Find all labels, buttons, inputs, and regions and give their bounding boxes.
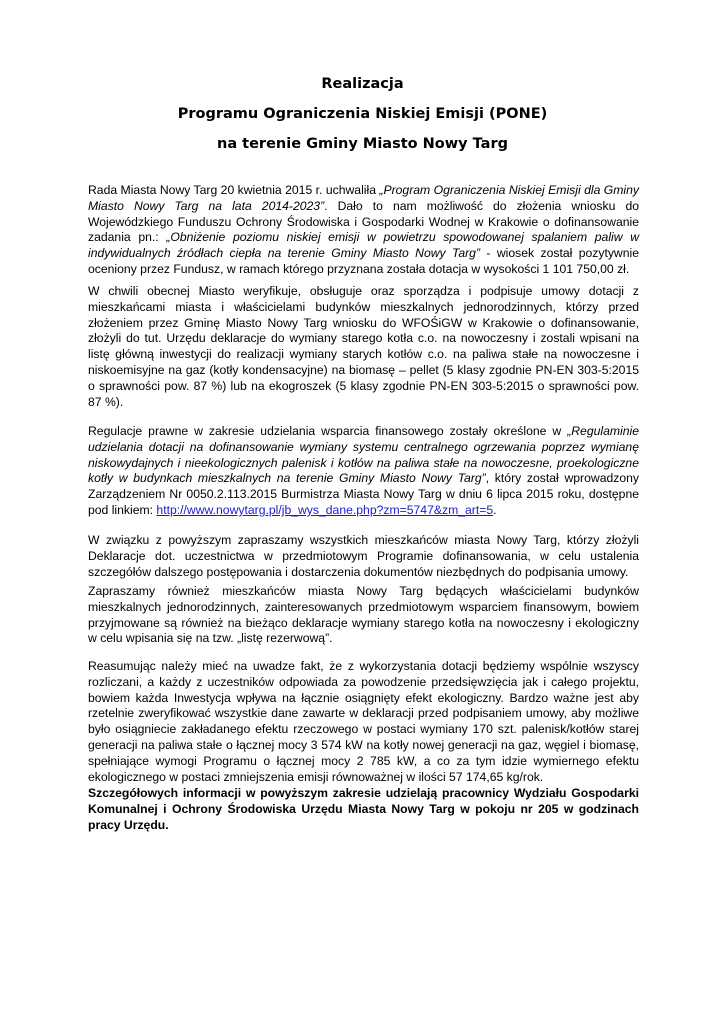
task-name-quote: „Obniżenie poziomu niskiej emisji w powietrzu spowodowanej spalaniem paliw w indywidualnych źródłach ciepła na terenie Gminy Miasto Nowy Targ” xyxy=(88,230,639,261)
program-name-quote: „Program Ograniczenia Niskiej Emisji dla Gminy Miasto Nowy Targ na lata 2014-2023” xyxy=(88,183,639,213)
paragraph-reserve-list: Zapraszamy również mieszkańców miasta Nowy Targ będących właścicielami budynków mieszkalnych jednorodzinnych, zainteresowanych przedmiotowym wsparciem finansowym, bowiem przyjmowane są również na bieżąco deklaracje wymiany starego kotła na nowoczesny i ekologiczny w celu wpisania się na tzw. „listę rezerwową”. xyxy=(88,584,639,646)
document-subtitle: Programu Ograniczenia Niskiej Emisji (PONE) xyxy=(177,106,548,122)
paragraph-summary: Reasumując należy mieć na uwadze fakt, że z wykorzystania dotacji będziemy wspólnie wszyscy rozliczani, a każdy z uczestników odpowiada za powodzenie przedsięwzięcia jak i całego projektu, bowiem każda Inwestycja wpływa na łącznie osiągnięty efekt ekologiczny. Bardzo ważne jest aby rzetelnie zweryfikować wszystkie dane zawarte w deklaracji przed podpisaniem umowy, aby możliwe było osiągniecie zakładanego efektu rzeczowego w postaci wymiany 170 szt. palenisk/kotłów starej generacji na paliwa stałe o łącznej mocy 3 574 kW na kotły nowej generacji na gaz, węgiel i biomasę, spełniające wymogi Programu o łącznej mocy 2 785 kW, a co za tym idzie wymiernego efektu ekologicznego w postaci zmniejszenia emisji równoważnej w ilości 57 174,65 kg/rok. xyxy=(88,659,639,784)
regulation-name-quote: „Regulaminie udzielania dotacji na dofinansowanie wymiany systemu centralnego ogrzewania poprzez wymianę niskowydajnych i nieekologicznych palenisk i kotłów na paliwa stałe na nowoczesne, proekologiczne kotły w budynkach mieszkalnych na terenie Gminy Miasto Nowy Targ” xyxy=(88,424,639,486)
paragraph-invitation: W związku z powyższym zapraszamy wszystkich mieszkańców miasta Nowy Targ, którzy złożyli Deklaracje dot. uczestnictwa w przedmiotowym Programie dofinansowania, w celu ustalenia szczegółów dalszego postępowania i dostarczenia dokumentów niezbędnych do podpisania umowy. xyxy=(88,533,639,579)
paragraph-verification: W chwili obecnej Miasto weryfikuje, obsługuje oraz sporządza i podpisuje umowy dotacji z mieszkańcami miasta i właścicielami budynków mieszkalnych jednorodzinnych, którzy przed złożeniem przez Gminę Miasto Nowy Targ wniosku do WFOŚiGW w Krakowie o dofinansowanie, złożyli do tut. Urzędu deklaracje do wymiany starego kotła c.o. na nowoczesny i zostali wpisani na listę główną inwestycji do realizacji wymiany starych kotłów c.o. na paliwa stałe na nowoczesne i niskoemisyjne na gaz (kotły kondensacyjne) na biomasę – pellet (5 klasy zgodnie PN-EN 303-5:2015 o sprawności pow. 87 %) lub na ekogroszek (5 klasy zgodnie PN-EN 303-5:2015 o sprawności pow. 87 %). xyxy=(88,284,639,409)
paragraph-program-adoption xyxy=(88,183,639,278)
paragraph-contact-info: Szczegółowych informacji w powyższym zakresie udzielają pracownicy Wydziału Gospodarki Komunalnej i Ochrony Środowiska Urzędu Miasta Nowy Targ w pokoju nr 205 w godzinach pracy Urzędu. xyxy=(88,786,639,832)
regulation-link[interactable]: http://www.nowytarg.pl/jb_wys_dane.php?zm=5747&zm_art=5 xyxy=(156,502,494,517)
paragraph-text: - wiosek został pozytywnie oceniony przez Fundusz, w ramach którego przyznana została dotacja w wysokości 1 101 750,00 zł. xyxy=(88,246,639,276)
document-subtitle-location: na terenie Gminy Miasto Nowy Targ xyxy=(217,136,508,152)
document-title: Realizacja xyxy=(321,76,404,92)
paragraph-text: . xyxy=(493,502,497,517)
paragraph-text: . Dało to nam możliwość do złożenia wniosku do Wojewódzkiego Funduszu Ochrony Środowiska i Gospodarki Wodnej w Krakowie o dofinansowanie zadania pn.: xyxy=(88,198,639,245)
paragraph-regulations xyxy=(88,424,639,519)
paragraph-text: Rada Miasta Nowy Targ 20 kwietnia 2015 r. uchwaliła xyxy=(88,183,380,197)
paragraph-text: , który został wprowadzony Zarządzeniem Nr 0050.2.113.2015 Burmistrza Miasta Nowy Targ w dniu 6 lipca 2015 roku, dostępne pod linkiem: xyxy=(88,471,639,517)
paragraph-text: Regulacje prawne w zakresie udzielania wsparcia finansowego zostały określone w xyxy=(88,424,568,438)
